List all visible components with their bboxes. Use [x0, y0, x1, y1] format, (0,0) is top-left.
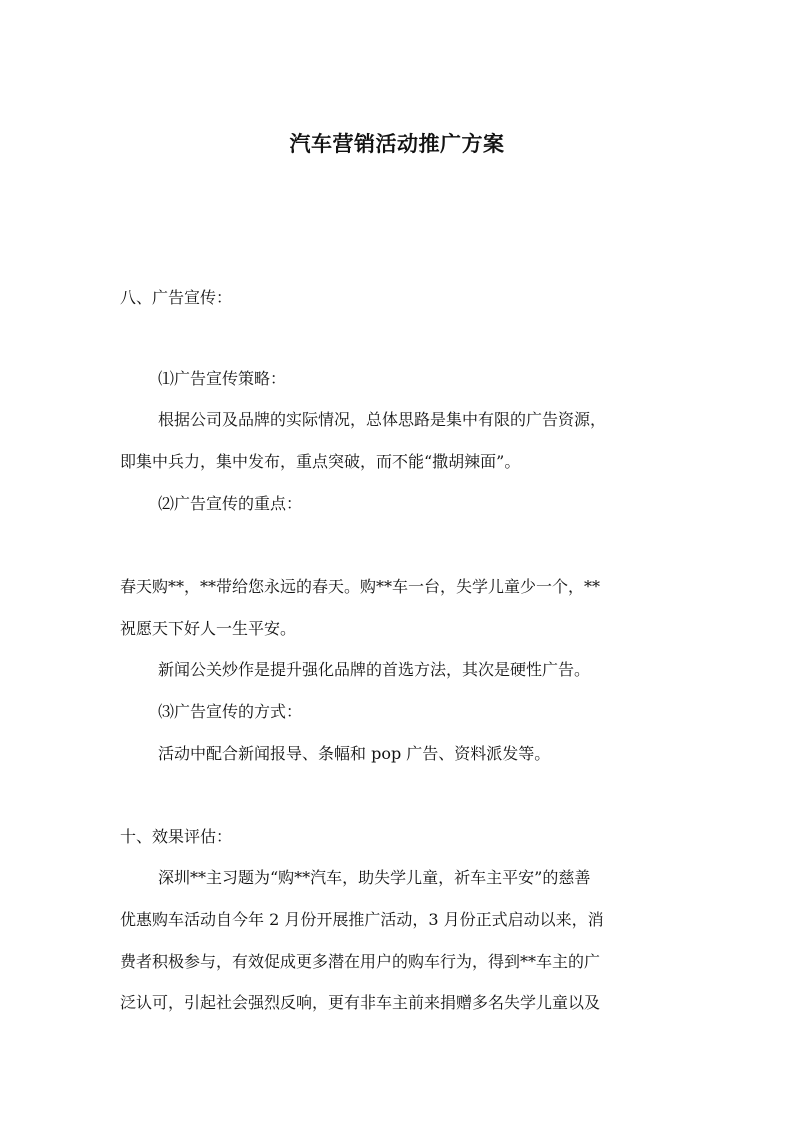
paragraph-line: 深圳**主习题为“购**汽车，助失学儿童，祈车主平安”的慈善 — [158, 868, 591, 887]
section-heading-evaluation: 十、效果评估： — [120, 827, 233, 846]
paragraph-line: 根据公司及品牌的实际情况，总体思路是集中有限的广告资源， — [158, 410, 607, 429]
section-heading-advertising: 八、广告宣传： — [120, 288, 233, 307]
subheading-ad-strategy: ⑴广告宣传策略： — [158, 369, 287, 388]
subheading-ad-methods: ⑶广告宣传的方式： — [158, 702, 303, 721]
paragraph-line: 活动中配合新闻报导、条幅和 pop 广告、资料派发等。 — [158, 744, 551, 763]
paragraph-line: 费者积极参与，有效促成更多潜在用户的购车行为，得到**车主的广 — [120, 952, 601, 971]
subheading-ad-focus: ⑵广告宣传的重点： — [158, 494, 303, 513]
paragraph-line: 泛认可，引起社会强烈反响，更有非车主前来捐赠多名失学儿童以及 — [120, 993, 601, 1012]
paragraph-line: 优惠购车活动自今年 2 月份开展推广活动，3 月份正式启动以来，消 — [120, 910, 604, 929]
document-title: 汽车营销活动推广方案 — [289, 131, 505, 156]
paragraph-line: 新闻公关炒作是提升强化品牌的首选方法，其次是硬性广告。 — [158, 660, 591, 679]
paragraph-line: 即集中兵力，集中发布，重点突破，而不能“撒胡辣面”。 — [120, 452, 521, 471]
paragraph-line: 春天购**，**带给您永远的春天。购**车一台，失学儿童少一个，** — [120, 577, 601, 596]
paragraph-line: 祝愿天下好人一生平安。 — [120, 619, 297, 638]
